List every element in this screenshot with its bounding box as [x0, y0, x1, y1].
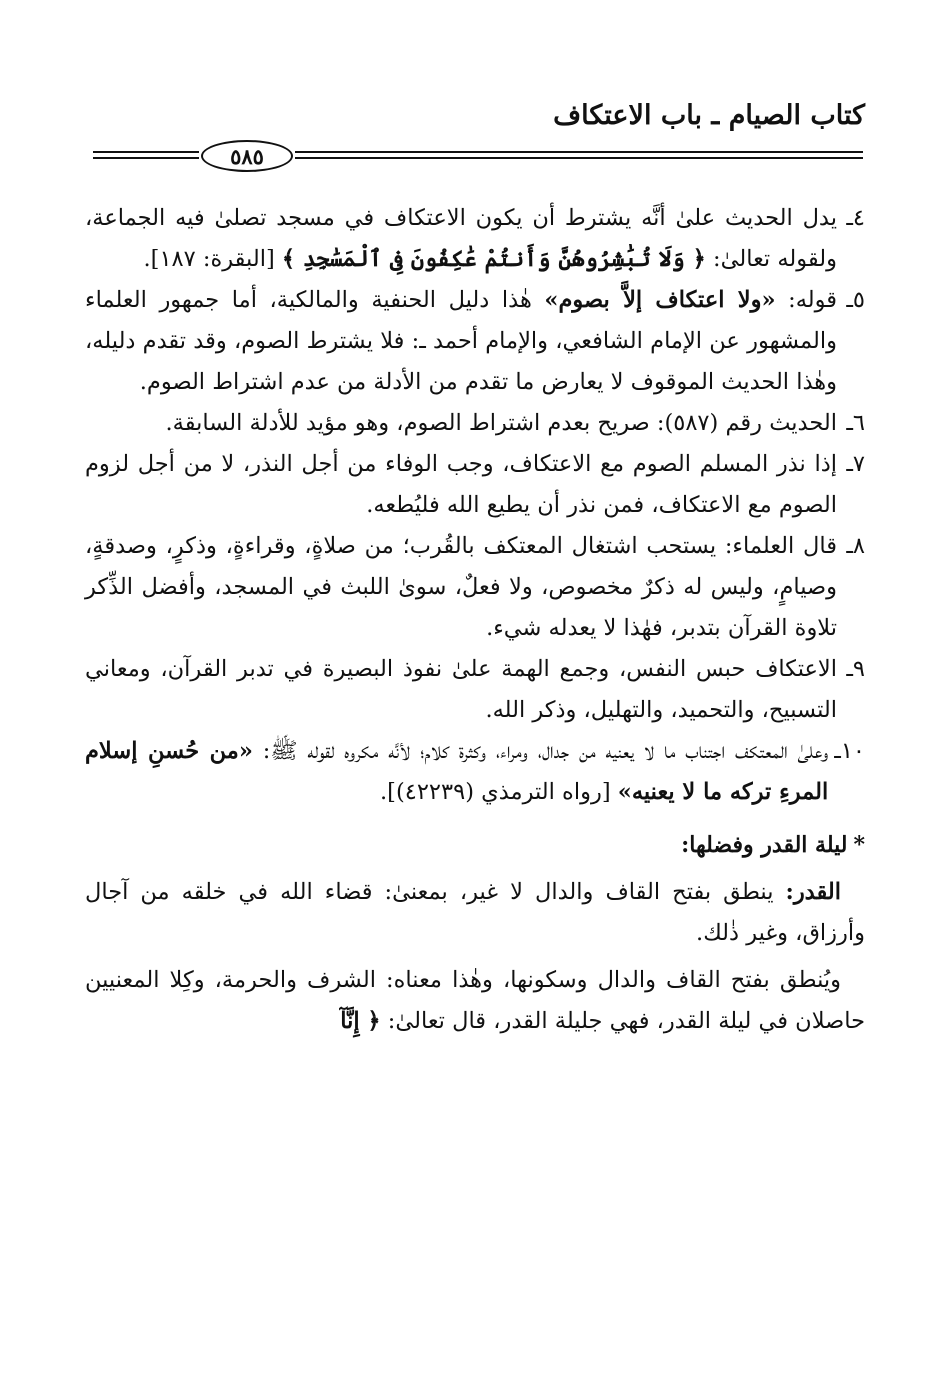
page-number — [201, 140, 293, 172]
item-text-after: [رواه الترمذي (٤٢٢٣٩)]. — [380, 779, 618, 805]
running-head-title: كتاب الصيام ـ باب الاعتكاف — [553, 100, 865, 131]
page-number-text: ٥٨٥ — [230, 143, 264, 169]
list-item — [85, 198, 865, 280]
list-item — [85, 280, 865, 403]
list-item — [85, 526, 865, 649]
item-text-before: يدل الحديث علىٰ أنَّه يشترط أن يكون الاعتكاف في مسجد تصلىٰ فيه الجماعة، ولقوله تعالىٰ: — [85, 205, 837, 272]
item-text-before: وعلىٰ المعتكف اجتناب ما لا يعنيه من جدال، ومراء، وكثرة كلام؛ لأنَّه مكروه لقوله ﷺ: — [252, 738, 829, 764]
list-item — [85, 403, 865, 444]
quran-verse: ﴿ وَلَا تُبَٰشِرُوهُنَّ وَأَنتُمْ عَٰكِفُونَ فِى ٱلْمَسَٰجِدِ ﴾ — [281, 246, 706, 272]
item-text-after: هٰذا دليل الحنفية والمالكية، أما جمهور العلماء والمشهور عن الإمام الشافعي، والإمام أحمد ـ: فلا يشترط الصوم، وقد تقدم دليله، وهٰذا الحديث الموقوف لا يعارض ما تقدم من الأدلة من عدم اشتراط الصوم. — [85, 287, 837, 395]
item-text: إذا نذر المسلم الصوم مع الاعتكاف، وجب الوفاء من أجل النذر، لا من أجل لزوم الصوم مع الاعتكاف، فمن نذر أن يطيع الله فليُطعه. — [85, 451, 837, 518]
item-text-after: [البقرة: ١٨٧]. — [143, 246, 282, 272]
list-item — [85, 444, 865, 526]
section-heading — [85, 825, 865, 866]
list-item — [85, 731, 865, 813]
header-rule — [93, 140, 863, 176]
section-marker: * — [853, 832, 865, 858]
rule-line-left-top — [93, 151, 199, 153]
paragraph-lead: القدر: — [785, 879, 841, 905]
item-number: ٥ـ — [846, 287, 865, 313]
item-number: ٩ـ — [846, 656, 865, 682]
item-text — [85, 731, 828, 813]
page-content — [85, 198, 865, 1042]
paragraph-text: ويُنطق بفتح القاف والدال وسكونها، وهٰذا معناه: الشرف والحرمة، وكِلا المعنيين حاصلان في ليلة القدر، فهي جليلة القدر، قال تعالىٰ: — [85, 967, 865, 1034]
rule-line-right-top — [295, 151, 863, 153]
item-number: ٧ـ — [846, 451, 865, 477]
item-text: الحديث رقم (٥٨٧): صريح بعدم اشتراط الصوم، وهو مؤيد للأدلة السابقة. — [165, 410, 837, 436]
item-number: ٤ـ — [846, 205, 865, 231]
hadith-quote: «ولا اعتكاف إلاَّ بصوم» — [544, 287, 776, 313]
hadith-quote: «من حُسنِ إسلام المرءِ تركه ما لا يعنيه» — [85, 738, 829, 805]
item-text — [85, 280, 837, 403]
paragraph — [85, 960, 865, 1042]
item-number: ٨ـ — [846, 533, 865, 559]
paragraph-text: ينطق بفتح القاف والدال لا غير، بمعنىٰ: قضاء الله في خلقه من آجال وأرزاق، وغير ذٰلك. — [85, 879, 865, 946]
item-number: ١٠ـ — [834, 738, 865, 764]
item-text-before: قوله: — [775, 287, 837, 313]
item-text: قال العلماء: يستحب اشتغال المعتكف بالقُرب؛ من صلاةٍ، وقراءةٍ، وذكرٍ، وصدقةٍ، وصيامٍ، وليس له ذكرٌ مخصوص، ولا فعلٌ، سوىٰ اللبث في المسجد، وأفضل الذِّكر تلاوة القرآن بتدبر، فهٰذا لا يعدله شيء. — [85, 533, 837, 641]
paragraph — [85, 872, 865, 954]
section-title: ليلة القدر وفضلها: — [681, 832, 848, 858]
quran-verse: ﴿ إِنَّآ — [340, 1008, 381, 1034]
item-text — [85, 198, 837, 280]
rule-line-left-bottom — [93, 157, 199, 159]
list-item — [85, 649, 865, 731]
rule-line-right-bottom — [295, 157, 863, 159]
item-text: الاعتكاف حبس النفس، وجمع الهمة علىٰ نفوذ البصيرة في تدبر القرآن، ومعاني التسبيح، والتحميد، والتهليل، وذكر الله. — [85, 656, 837, 723]
item-number: ٦ـ — [846, 410, 865, 436]
